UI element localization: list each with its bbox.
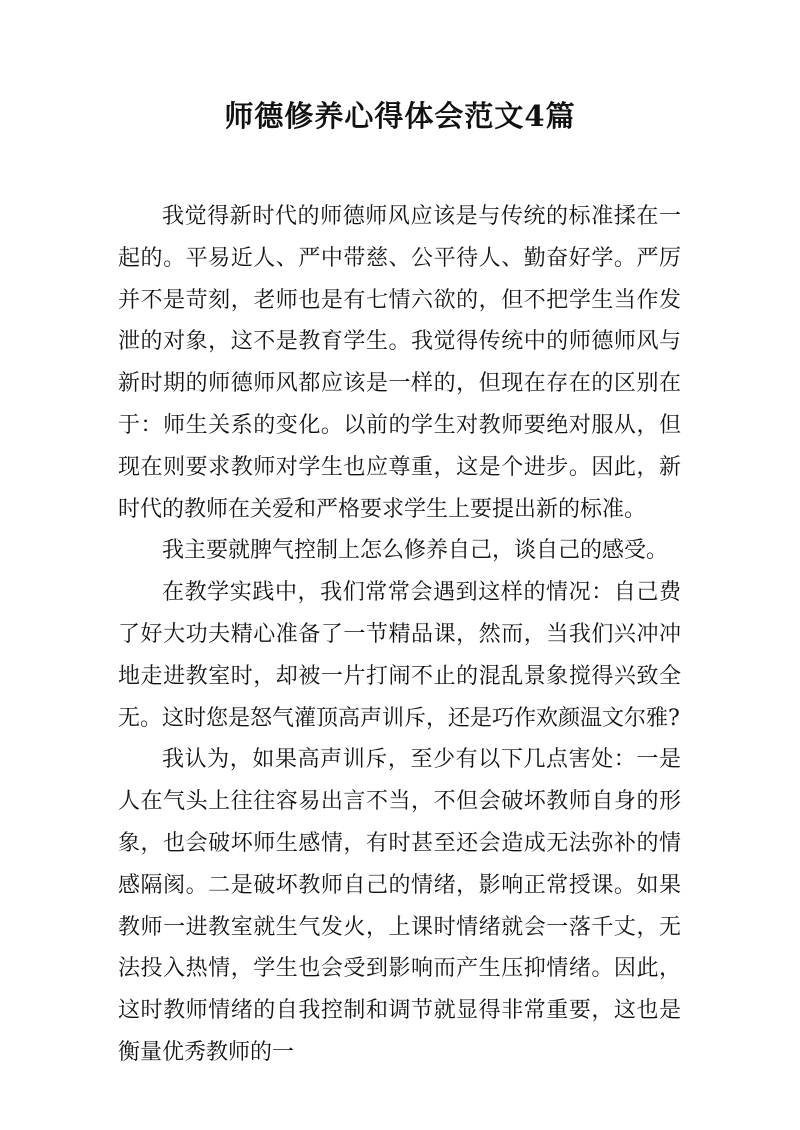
paragraph-3: 在教学实践中，我们常常会遇到这样的情况：自己费了好大功夫精心准备了一节精品课，然而，当我们兴冲冲地走进教室时，却被一片打闹不止的混乱景象搅得兴致全无。这时您是怒气灌顶高声训斥，还是巧作欢颜温文尔雅? (118, 580, 681, 731)
paragraph-1: 我觉得新时代的师德师风应该是与传统的标准揉在一起的。平易近人、严中带慈、公平待人、勤奋好学。严厉并不是苛刻，老师也是有七情六欲的，但不把学生当作发泄的对象，这不是教育学生。我觉得传统中的师德师风与新时期的师德师风都应该是一样的，但现在存在的区别在于：师生关系的变化。以前的学生对教师要绝对服从，但现在则要求教师对学生也应尊重，这是个进步。因此，新时代的教师在关爱和严格要求学生上要提出新的标准。 (118, 204, 681, 522)
paragraph-2: 我主要就脾气控制上怎么修养自己，谈自己的感受。 (162, 538, 669, 564)
document-title: 师德修养心得体会范文4篇 (224, 99, 576, 133)
paragraph-4: 我认为，如果高声训斥，至少有以下几点害处：一是人在气头上往往容易出言不当，不但会破坏教师自身的形象，也会破坏师生感情，有时甚至还会造成无法弥补的情感隔阂。二是破坏教师自己的情绪，影响正常授课。如果教师一进教室就生气发火，上课时情绪就会一落千丈，无法投入热情，学生也会受到影响而产生压抑情绪。因此，这时教师情绪的自我控制和调节就显得非常重要，这也是衡量优秀教师的一 (118, 747, 681, 1065)
document-body (118, 196, 681, 1074)
